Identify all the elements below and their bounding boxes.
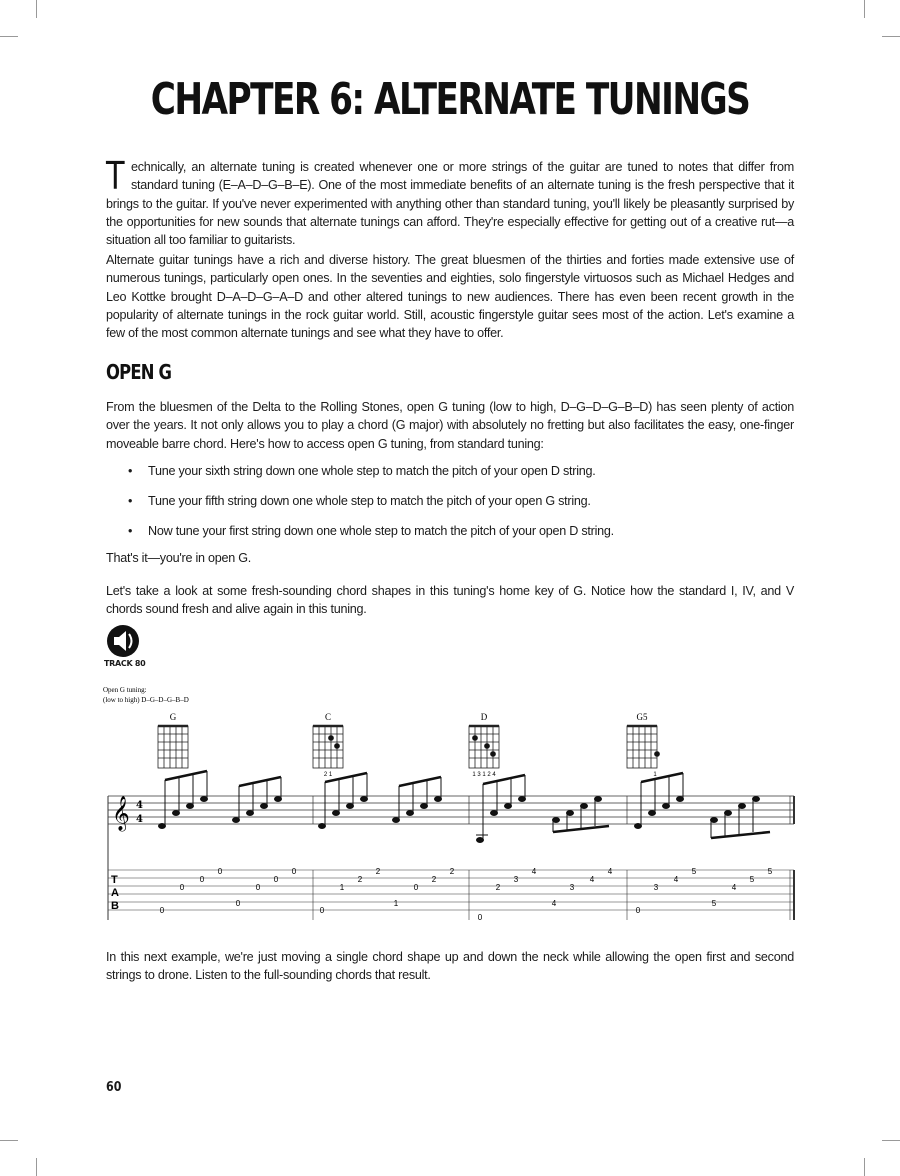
svg-text:0: 0 (255, 883, 261, 892)
svg-text:1: 1 (339, 883, 345, 892)
svg-text:0: 0 (273, 875, 279, 884)
fingering-d: 1 3 1 2 4 (472, 772, 496, 778)
chord-name-2: C (324, 712, 332, 722)
svg-text:5: 5 (711, 899, 717, 908)
svg-text:4: 4 (551, 899, 557, 908)
chord-diagram-g (158, 726, 188, 768)
crop-mark-tr-h (882, 36, 900, 37)
tuning-label-line-1: Open G tuning: (103, 686, 147, 694)
intro-paragraph-2: Alternate guitar tunings have a rich and diverse history. The great bluesmen of the thirties and forties made extensive use of numerous tunings, particularly open ones. In the seventies and eighties, solo fingerstyle virtuosos such as Michael Hedges and Leo Kottke brought D–A–D–G–A–D and other altered tunings to new audiences. There has even been recent growth in the popularity of alternate tunings in the rock guitar world. Still, acoustic fingerstyle guitar sees most of the action. Let's examine a few of the most common alternate tunings and see what they have to offer. (106, 253, 794, 341)
svg-text:4: 4 (531, 867, 537, 876)
thats-it-line: That's it—you're in open G. (106, 551, 252, 565)
chord-diagram-g5 (627, 726, 660, 768)
time-signature-bottom: 4 (136, 814, 143, 825)
intro-paragraph-1 (106, 154, 794, 249)
svg-text:4: 4 (731, 883, 737, 892)
chord-name-3: D (480, 712, 488, 722)
svg-text:0: 0 (291, 867, 297, 876)
crop-mark-br-v (864, 1158, 865, 1176)
chapter-title: CHAPTER 6: ALTERNATE TUNINGS (150, 74, 750, 125)
svg-text:3: 3 (653, 883, 659, 892)
svg-text:0: 0 (235, 899, 241, 908)
svg-text:3: 3 (513, 875, 519, 884)
svg-text:4: 4 (589, 875, 595, 884)
note-groups (159, 771, 771, 843)
svg-text:5: 5 (691, 867, 697, 876)
svg-text:2: 2 (431, 875, 437, 884)
track-label: TRACK 80 (104, 659, 146, 668)
svg-text:0: 0 (199, 875, 205, 884)
open-g-paragraph: From the bluesmen of the Delta to the Rolling Stones, open G tuning (low to high, D–G–D–G–B–D) has seen plenty of action over the years. It not only allows you to play a chord (G major) with absolutely no fretting but also facilitates the easy, one-finger moveable barre chord. Here's how to access open G tuning, from standard tuning: (106, 400, 794, 451)
svg-text:4: 4 (607, 867, 613, 876)
tab-letter-b: B (111, 900, 119, 912)
svg-text:5: 5 (749, 875, 755, 884)
closing-paragraph: In this next example, we're just moving a single chord shape up and down the neck while allowing the open first and second strings to drone. Listen to the full-sounding chords that result. (106, 950, 794, 983)
svg-text:0: 0 (477, 913, 483, 920)
crop-mark-bl-h (0, 1140, 18, 1141)
svg-text:2: 2 (375, 867, 381, 876)
crop-mark-tr-v (864, 0, 865, 18)
svg-text:2: 2 (357, 875, 363, 884)
svg-text:0: 0 (159, 906, 165, 915)
fingering-c: 2 1 (323, 772, 333, 778)
svg-text:0: 0 (635, 906, 641, 915)
tuning-label-line-2: (low to high) D–G–D–G–B–D (103, 696, 189, 704)
tab-letter-t: T (111, 874, 118, 886)
svg-text:0: 0 (319, 906, 325, 915)
svg-text:5: 5 (767, 867, 773, 876)
bullet-dot: • (128, 464, 133, 478)
chord-diagram-c (313, 726, 343, 768)
intro-paragraph-1-text: echnically, an alternate tuning is created whenever one or more strings of the guitar are tuned to notes that differ from standard tuning (E–A–D–G–B–E). One of the most immediate benefits of an alternate tuning is the fresh perspective that it brings to the guitar. If you've never experimented with anything other than standard tuning, you'll likely be pleasantly surprised by the opportunities for new sounds that alternate tunings can afford. They're especially effective for getting out of a creative rut—a situation all too familiar to guitarists. (106, 160, 794, 248)
svg-text:0: 0 (179, 883, 185, 892)
chord-name-4: G5 (636, 712, 648, 722)
bullet-dot: • (128, 524, 133, 538)
svg-text:0: 0 (217, 867, 223, 876)
svg-text:1: 1 (393, 899, 399, 908)
svg-text:4: 4 (673, 875, 679, 884)
fingering-g5: 1 (653, 772, 657, 778)
time-signature-top: 4 (136, 800, 143, 811)
svg-text:0: 0 (413, 883, 419, 892)
crop-mark-br-h (882, 1140, 900, 1141)
crop-mark-tl-h (0, 36, 18, 37)
chord-name-1: G (169, 712, 177, 722)
tab-letter-a: A (111, 887, 119, 899)
svg-text:3: 3 (569, 883, 575, 892)
treble-clef: 𝄞 (112, 796, 130, 831)
bullet-dot: • (128, 494, 133, 508)
svg-text:2: 2 (449, 867, 455, 876)
chord-diagram-d (469, 726, 499, 768)
section-heading-open-g: OPEN G (106, 360, 172, 384)
tab-numbers (160, 867, 773, 920)
chord-intro-paragraph: Let's take a look at some fresh-sounding chord shapes in this tuning's home key of G. Notice how the standard I, IV, and V chords sound fresh and alive again in this tuning. (106, 584, 794, 617)
page-number: 60 (106, 1080, 122, 1095)
audio-track-icon[interactable] (106, 624, 140, 658)
svg-text:2: 2 (495, 883, 501, 892)
crop-mark-tl-v (36, 0, 37, 18)
tab-staff (108, 870, 794, 920)
standard-staff (108, 796, 794, 920)
drop-cap: T (106, 154, 125, 198)
crop-mark-bl-v (36, 1158, 37, 1176)
music-notation (100, 680, 800, 920)
